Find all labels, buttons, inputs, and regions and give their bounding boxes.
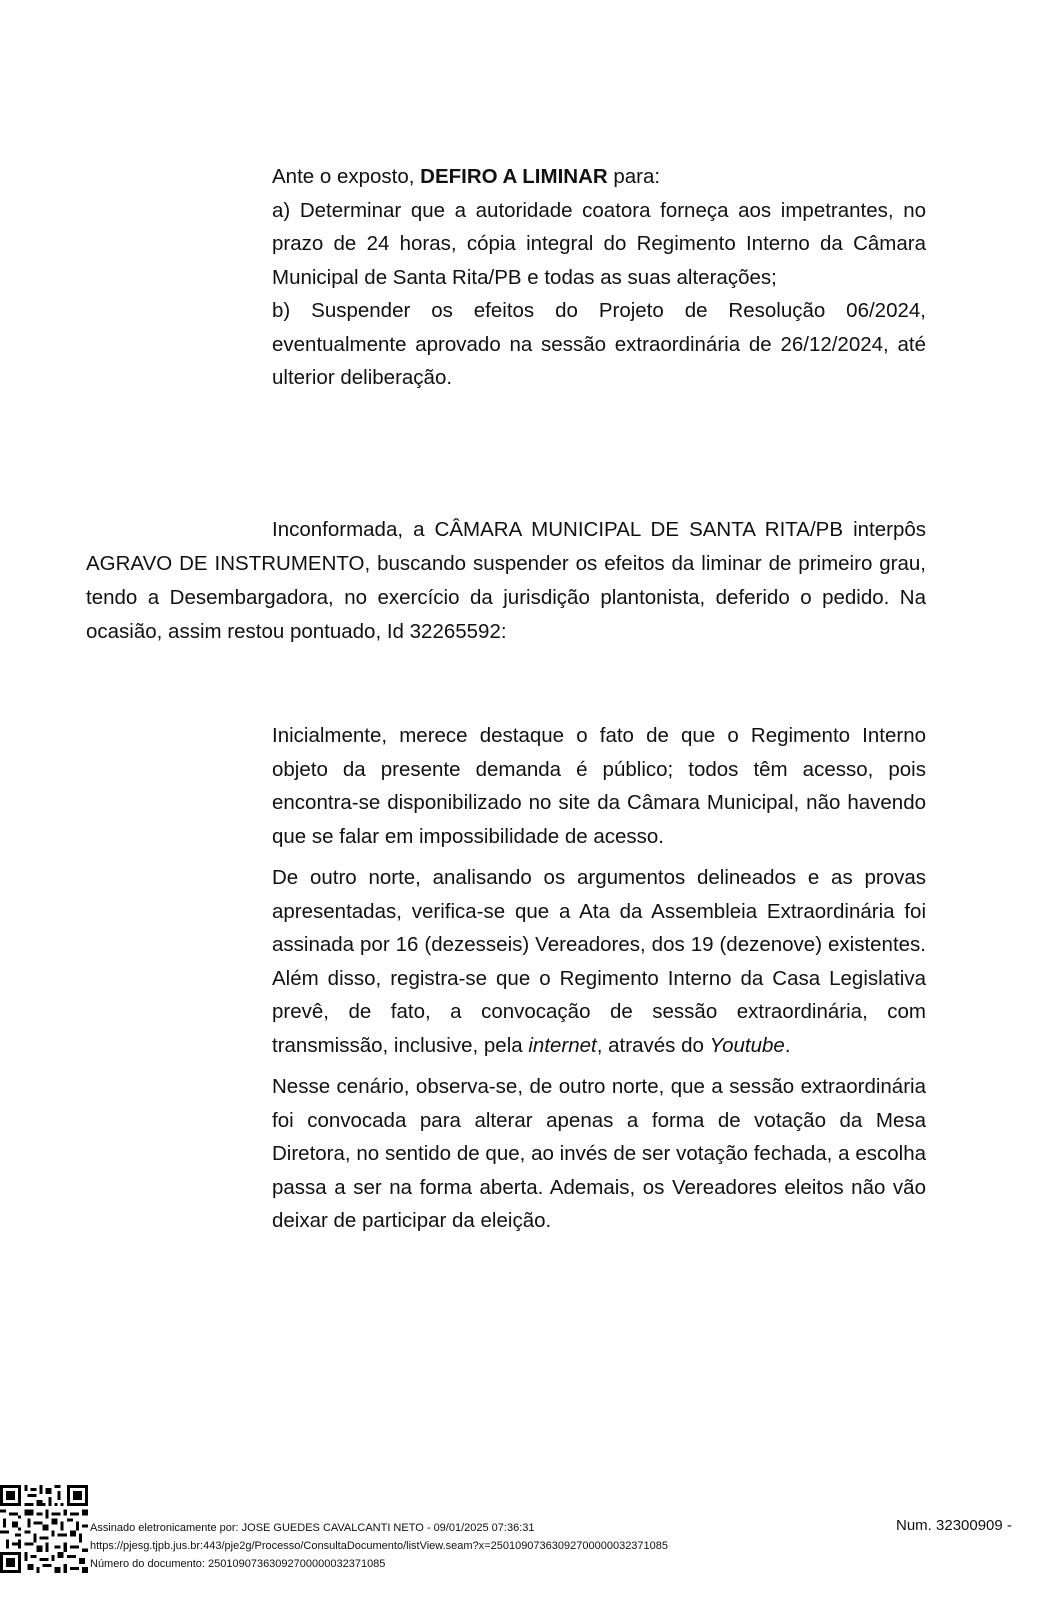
decision-block: [272, 160, 926, 395]
decision-intro-bold: DEFIRO A LIMINAR: [420, 165, 608, 188]
document-number: Número do documento: 25010907363092700000032371085: [90, 1558, 386, 1570]
citation-paragraph-2: De outro norte, analisando os argumentos delineados e as provas apresentadas, verifica-se que a Ata da Assembleia Extraordinária foi assinada por 16 (dezesseis) Vereadores, dos 19 (dezenove) existentes. Além disso, registra-se que o Regimento Interno da Casa Legislativa prevê, de fato, a convocação de sessão extraordinária, com transmissão, inclusive, pela internet, através do Youtube.: [272, 866, 926, 1057]
internet-term: internet: [528, 1033, 597, 1057]
qr-code-icon: [0, 1485, 88, 1573]
document-url[interactable]: https://pjesg.tjpb.jus.br:443/pje2g/Processo/ConsultaDocumento/listView.seam?x=25010907363092700000032371085: [90, 1540, 669, 1552]
decision-intro: Ante o exposto, DEFIRO A LIMINAR para:: [272, 165, 661, 188]
citation-paragraph-1: Inicialmente, merece destaque o fato de que o Regimento Interno objeto da presente demanda é público; todos têm acesso, pois encontra-se disponibilizado no site da Câmara Municipal, não havendo que se falar em impossibilidade de acesso.: [272, 724, 926, 848]
youtube-term: Youtube: [709, 1033, 785, 1057]
citation-block: [272, 719, 926, 1246]
signature-line: Assinado eletronicamente por: JOSE GUEDES CAVALCANTI NETO - 09/01/2025 07:36:31: [90, 1522, 535, 1534]
decision-item-a: a) Determinar que a autoridade coatora forneça aos impetrantes, no prazo de 24 horas, cópia integral do Regimento Interno da Câmara Municipal de Santa Rita/PB e todas as suas alterações;: [272, 198, 926, 289]
agravo-paragraph: Inconformada, a CÂMARA MUNICIPAL DE SANTA RITA/PB interpôs AGRAVO DE INSTRUMENTO, buscando suspender os efeitos da liminar de primeiro grau, tendo a Desembargadora, no exercício da jurisdição plantonista, deferido o pedido. Na ocasião, assim restou pontuado, Id 32265592:: [86, 518, 926, 643]
page-num-label: Num. 32300909 -: [896, 1517, 1012, 1534]
decision-item-b: b) Suspender os efeitos do Projeto de Resolução 06/2024, eventualmente aprovado na sessão extraordinária de 26/12/2024, até ulterior deliberação.: [272, 299, 926, 389]
citation-paragraph-3: Nesse cenário, observa-se, de outro norte, que a sessão extraordinária foi convocada para alterar apenas a forma de votação da Mesa Diretora, no sentido de que, ao invés de ser votação fechada, a escolha passa a ser na forma aberta. Ademais, os Vereadores eleitos não vão deixar de participar da eleição.: [272, 1075, 926, 1232]
